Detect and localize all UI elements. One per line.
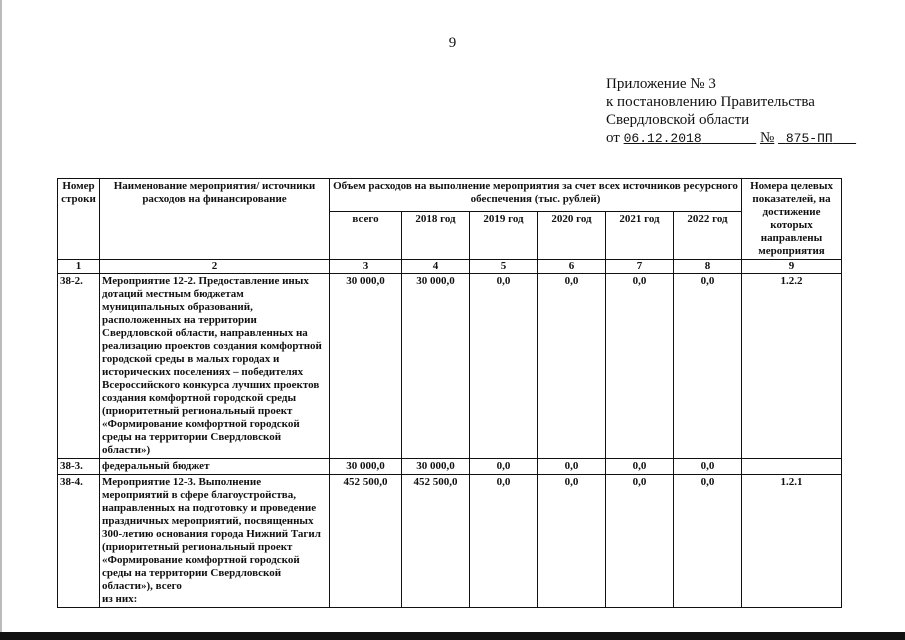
row-name-extra: из них: — [102, 593, 138, 605]
header-year-2022: 2022 год — [674, 212, 742, 260]
decree-date — [624, 131, 757, 146]
table-row — [58, 459, 842, 475]
scan-left-edge — [0, 0, 2, 640]
col-number: 3 — [330, 260, 402, 274]
cell-2021: 0,0 — [606, 459, 674, 475]
funding-table — [57, 178, 842, 608]
cell-2019: 0,0 — [470, 475, 538, 608]
header-total: всего — [330, 212, 402, 260]
col-number: 2 — [100, 260, 330, 274]
col-number: 5 — [470, 260, 538, 274]
header-name: Наименование мероприятия/ источники расходов на финансирование — [100, 179, 330, 260]
col-number: 6 — [538, 260, 606, 274]
cell-2020: 0,0 — [538, 475, 606, 608]
row-name: Мероприятие 12-2. Предоставление иных дотаций местным бюджетам муниципальных образований, расположенных на территории Свердловской области, направленных на реализацию проектов создания комфортной городской среды в малых городах и исторических поселениях – победителях Всероссийского конкурса лучших проектов создания комфортной городской среды (приоритетный региональный проект «Формирование комфортной городской среды на территории Свердловской области») — [100, 274, 330, 459]
cell-2020: 0,0 — [538, 459, 606, 475]
cell-total: 30 000,0 — [330, 274, 402, 459]
cell-2021: 0,0 — [606, 475, 674, 608]
header-row-1 — [58, 179, 842, 212]
cell-2022: 0,0 — [674, 475, 742, 608]
decree-date-value: 06.12.2018 — [623, 131, 702, 146]
column-number-row — [58, 260, 842, 274]
cell-2018: 452 500,0 — [402, 475, 470, 608]
appendix-line-3: Свердловской области — [606, 112, 750, 128]
number-label: № — [759, 130, 775, 146]
row-name: федеральный бюджет — [100, 459, 330, 475]
cell-targets — [742, 459, 842, 475]
cell-targets: 1.2.1 — [742, 475, 842, 608]
cell-2020: 0,0 — [538, 274, 606, 459]
decree-number-value: 875-ПП — [785, 131, 833, 146]
row-number: 38-4. — [58, 475, 100, 608]
appendix-line-1: Приложение № 3 — [606, 76, 716, 92]
row-name: Мероприятие 12-3. Выполнение мероприятий в сфере благоустройства, направленных на подготовку и проведение праздничных мероприятий, посвященных 300-летию основания города Нижний Тагил (приоритетный региональный проект «Формирование комфортной городской среды на территории Свердловской области»), всего — [102, 476, 321, 592]
header-year-2020: 2020 год — [538, 212, 606, 260]
cell-2018: 30 000,0 — [402, 459, 470, 475]
cell-total: 452 500,0 — [330, 475, 402, 608]
cell-targets: 1.2.2 — [742, 274, 842, 459]
appendix-block — [606, 75, 856, 148]
col-number: 4 — [402, 260, 470, 274]
header-year-2019: 2019 год — [470, 212, 538, 260]
header-row-number: Номер строки — [58, 179, 100, 260]
scan-bottom-edge — [0, 632, 905, 640]
cell-2022: 0,0 — [674, 459, 742, 475]
cell-2018: 30 000,0 — [402, 274, 470, 459]
cell-2022: 0,0 — [674, 274, 742, 459]
row-number: 38-2. — [58, 274, 100, 459]
appendix-date-line — [606, 129, 856, 148]
cell-2019: 0,0 — [470, 274, 538, 459]
page-number: 9 — [448, 35, 457, 51]
header-targets: Номера целевых показателей, на достижение которых направлены мероприятия — [742, 179, 842, 260]
table-row — [58, 475, 842, 608]
row-name-cell — [100, 475, 330, 608]
cell-total: 30 000,0 — [330, 459, 402, 475]
header-volume: Объем расходов на выполнение мероприятия за счет всех источников ресурсного обеспечения (тыс. рублей) — [330, 179, 742, 212]
col-number: 7 — [606, 260, 674, 274]
cell-2021: 0,0 — [606, 274, 674, 459]
col-number: 9 — [742, 260, 842, 274]
row-number: 38-3. — [58, 459, 100, 475]
table-row — [58, 274, 842, 459]
col-number: 8 — [674, 260, 742, 274]
header-year-2018: 2018 год — [402, 212, 470, 260]
decree-number — [778, 131, 856, 146]
col-number: 1 — [58, 260, 100, 274]
appendix-line-2: к постановлению Правительства — [606, 94, 815, 110]
from-label: от — [606, 130, 620, 146]
header-year-2021: 2021 год — [606, 212, 674, 260]
cell-2019: 0,0 — [470, 459, 538, 475]
